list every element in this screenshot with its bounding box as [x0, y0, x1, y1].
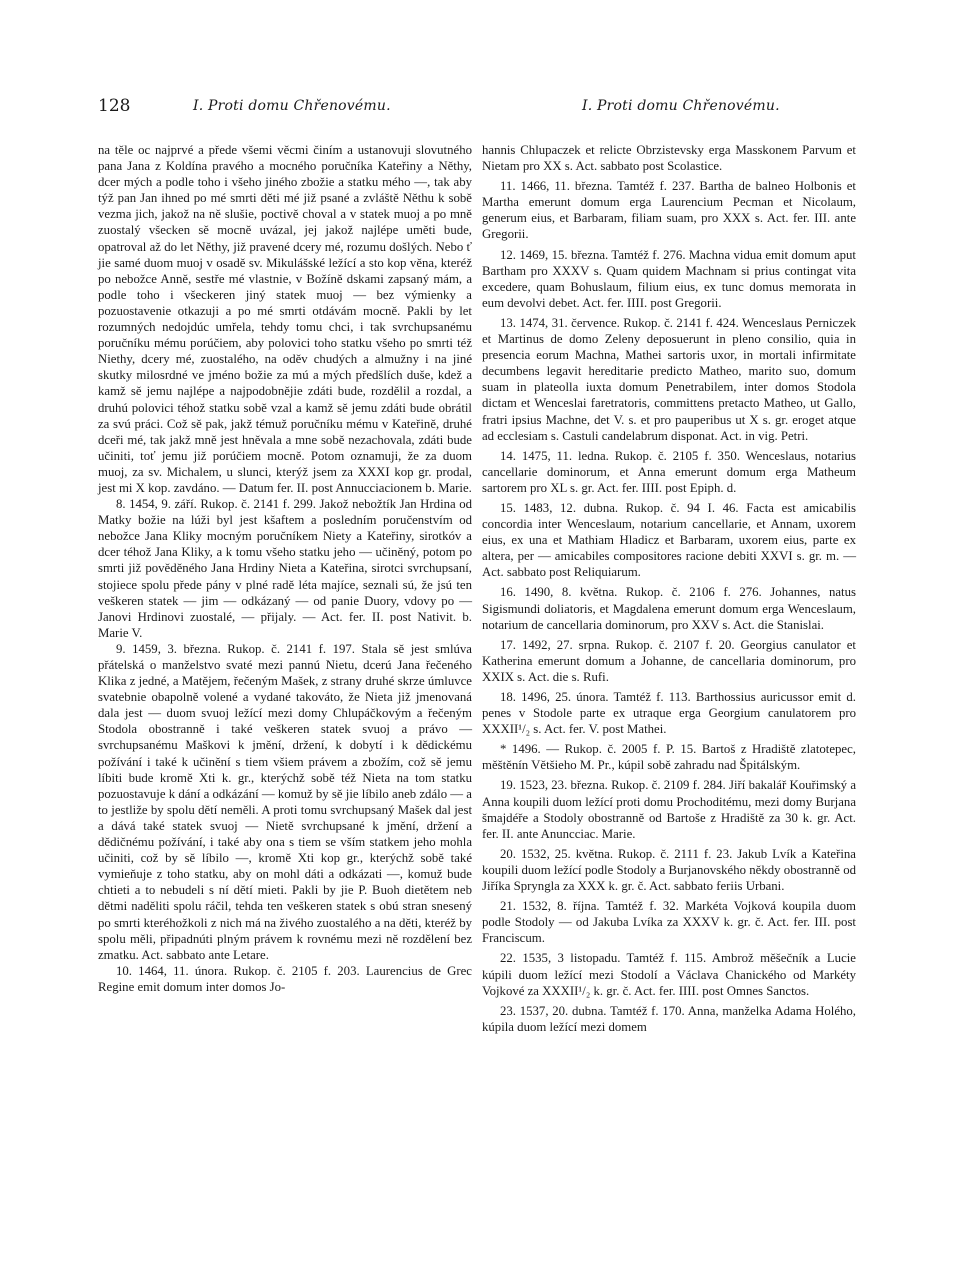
entry-paragraph: 23. 1537, 20. dubna. Tamtéž f. 170. Anna, manželka Adama Holého, kúpila duom ležící mezi domem [482, 1003, 856, 1034]
running-head-left: I. Proti domu Chřenovému. [193, 98, 391, 114]
entry-paragraph: 16. 1490, 8. května. Rukop. č. 2106 f. 276. Johannes, natus Sigismundi doliatoris, et Magdalena emerunt domum erga Wenceslaum, notarium de cancellaria dominorum, pro XXV s. Act. die Stanislai. [482, 585, 856, 632]
running-head-right: I. Proti domu Chřenovému. [582, 98, 780, 114]
page-number: 128 [98, 96, 131, 116]
entry-paragraph: 13. 1474, 31. července. Rukop. č. 2141 f. 424. Wenceslaus Perniczek et Martinus de domo Zeleny deposuerunt in pleno consilio, quia in presencia eorum Machna, Mathei sartoris uxor, in mortali infirmitate decumbens legavit hereditarie predicto Matheo, marito suo, domum suam in plateolla iuxta domum Penetrabilem, inter domos Stodola dictam et Wenceslai faretratoris, committens pretacto Matheo, ut Gallo, fratri ipsius Machne, det V. s. et pro pauperibus ut X s. gr. eroget atque ad ecclesiam s. Castuli candelabrum disponat. Act. in vig. Petri. [482, 315, 856, 443]
entry-paragraph: 15. 1483, 12. dubna. Rukop. č. 94 I. 46. Facta est amicabilis concordia inter Wenceslaum, notarium cancellarie, et Annam, uxorem eius, ex una et Mathiam Hladicz et Barbaram, uxorem eius, parte ex altera, per — amicabiles compositores racione debiti XXVI s. gr. m. — Act. sabbato post Reliquiarum. [482, 500, 856, 580]
text-paragraph: hannis Chlupaczek et relicte Obrzistevsky erga Masskonem Parvum et Nietam pro XX s. Act. sabbato post Scolastice. [482, 143, 856, 174]
right-column [482, 142, 856, 1035]
entry-paragraph: 9. 1459, 3. března. Rukop. č. 2141 f. 197. Stala sě jest smlúva přátelská o manželstvo svaté mezi pannú Nietu, dcerú Jana řečeného Klika z jedné, a Matějem, řečeným Mašek, z strany druhé skrze úmluvce svatebnie obapolně volené a vydané takováto, že Nieta již jmenovaná dala jest — duom svuoj ležící mezi domy Chlupáčkovým a řečeným Stodola obostranně i také veškeren statek svuoj a právo — svrchupsanému Maškovi k jmění, držení, k dobytí i k dědickému požívání i také k učinění s tiem všiem právem a zbožím, což sě jemu líbiti bude kromě Xti k. gr., kterýchž sobě též Nieta na tom statku pozuostavuje k dání a odkázání — komuž by sě jie líbilo aneb zdálo — a to jestliže by spolu dětí neměli. A proti tomu svrchupsaný Mašek dal jest a dává také statek svuoj — Nietě svrchupsané k jmění, držení a dědičnému požívání, i také aby ona s tiem se vším statkem jeho mohla učiniti, což by sě líbilo —, kromě Xti kop gr., kterýchž sobě také vymieňuje z toho statku, aby on mohl dáti a odkázati —, komuž bude chtieti a to nebudeli s ní dětí mieti. Pakli by jie P. Buoh dietětem neb dětmi naděliti spolu ráčil, tehda ten veškeren statek s obú stran snesený po smrti kteréhožkoli z nich má na živého zuostalého a na děti, kteréž by spolu měli, připadnúti plným právem k rovnému mezi ně rozdělení bez zmatku. Act. sabbato ante Letare. [98, 641, 472, 962]
entry-paragraph: 12. 1469, 15. března. Tamtéž f. 276. Machna vidua emit domum aput Bartham pro XXXV s. Quam quidem Machnam si prius contingat vita excedere, quam Bohuslaum, filium eius, ex tunc domus memorata in eum devolvi debet. Act. fer. IIII. post Gregorii. [482, 247, 856, 310]
entry-paragraph: 18. 1496, 25. února. Tamtéž f. 113. Barthossius auricussor emit d. penes v Stodole parte ex utraque erga Georgium canulatorem pro XXXII¹/₂ s. Act. fer. V. post Mathei. [482, 690, 856, 737]
text-paragraph: na těle oc najprvé a přede všemi věcmi činím a ustanovuji slovutného pana Jana z Koldína pravého a mocného poručníka Kateřiny a Něthy, dcer mých a podle toho i všeho jiného zbožie a statku mého —, tak aby týž pan Jan ihned po mé smrti děti mé již psané a zvláště Něthu k sobě vezma jich, jakož na ně slušie, poctivě choval a v statek muoj a po mně zuostalý všecken sě mocně uvázal, jej jakož najlépe uměti bude, opatroval až do let Něthy, již pravené dcery mé, rozumu došlých. Nebo ť jie samé duom muoj v osadě sv. Mikulášské ležící a sto kop věna, kteréž po nebožce Anně, sestře mé vlastnie, v Božíně dskami zapsaný mám, a podle toho i všeckeren jiný statek muoj — bez výmienky a pozuostavenie otkazuji a po mé smrti otdávám mocně. Pakli by let rozumných nedojdúc umřela, tehdy tomu chci, i tak svrchupsanému poručníku mému porúčiem, aby polovici toho statku všeho po smrti též Niethy, dcery mé, zuostalého, na oděv chudých a almužny i na jiné skutky milosrdné ve jméno božie za mú a mých předšlích duše, kdež a kamž sě jemu najlépe a najpodobnějie zdáti bude, rozdělil a rozdal, a druhú polovici téhož statku sobě vzal a kamž sě jemu zdáti bude obrátil za svú práci. Což sě pak, jakž témuž poručníku mému v Kateřině, druhé dceři mé, tak jakž mně jest hněvala a mne sobě nezachovala, zdáti bude učiniti, toť jemu již porúčiem mocně. Potom oznamuji, že za duom muoj, za sv. Michalem, u slunci, kterýž jsem za XXXI kop gr. prodal, jest mi X kop. zavdáno. — Datum fer. II. post Annucciacionem b. Marie. [98, 143, 472, 495]
entry-paragraph: * 1496. — Rukop. č. 2005 f. P. 15. Bartoš z Hradiště zlatotepec, měštěnín Většieho M. Pr., kúpil sobě zahradu nad Špitálským. [482, 742, 856, 773]
entry-paragraph: 19. 1523, 23. března. Rukop. č. 2109 f. 284. Jiří bakalář Kouřimský a Anna koupili duom ležící proti domu Prochoditému, mezi domy Burjana šmajdéře a Stodoly obostranně od Bartoše z Hradiště za 30 k. gr. Act. fer. II. ante Anuncciac. Marie. [482, 778, 856, 841]
entry-paragraph: 14. 1475, 11. ledna. Rukop. č. 2105 f. 350. Wenceslaus, notarius cancellarie dominorum, et Anna emerunt domum erga Matheum sartorem pro XL s. gr. Act. fer. IIII. post Epiph. d. [482, 448, 856, 495]
left-column [98, 142, 472, 995]
entry-paragraph: 17. 1492, 27. srpna. Rukop. č. 2107 f. 20. Georgius canulator et Katherina emerunt domum a Johanne, de cancellaria dominorum, pro XXIX s. Act. die s. Rufi. [482, 637, 856, 684]
entry-paragraph: 20. 1532, 25. května. Rukop. č. 2111 f. 23. Jakub Lvík a Kateřina koupili duom ležící podle Stodoly a Burjanovského někdy obostranně od Jiříka Spryngla za XXX k. gr. č. Act. sabbato feriis Urbani. [482, 846, 856, 894]
entry-paragraph: 8. 1454, 9. září. Rukop. č. 2141 f. 299. Jakož nebožtík Jan Hrdina od Matky božie na lúži byl jest kšaftem a posledním poručenstvím od nebožce Jana Kliky mocným poručníkem Niety a Kateřiny, sirotkóv a dcer téhož Jana Kliky, a k tomu všeho statku jeho — učiněný, potom po smrti již pověděného Jana Hrdiny Nieta a Kateřina, sirotci svrchupsaní, stojiece spolu přede pány v plné radě léta majíce, seznali sú, že jsú ten veškeren statek — jim — odkázaný — od panie Duory, vdovy po — Janovi Hrdinovi zuostalé, — přijaly. — Act. fer. II. post Nativit. b. Marie V. [98, 497, 472, 640]
entry-paragraph: 10. 1464, 11. února. Rukop. č. 2105 f. 203. Laurencius de Grec Regine emit domum inter domos Jo- [98, 963, 472, 994]
entry-paragraph: 21. 1532, 8. října. Tamtéž f. 32. Markéta Vojková koupila duom podle Stodoly — od Jakuba Lvíka za XXXV k. gr. č. Act. fer. III. post Franciscum. [482, 899, 856, 946]
entry-paragraph: 11. 1466, 11. března. Tamtéž f. 237. Bartha de balneo Holbonis et Martha emerunt domum erga Laurencium Pecman et Nicolaum, generum eius, et Barbaram, filiam suam, pro XXX s. Act. fer. III. ante Gregorii. [482, 179, 856, 242]
page-header [0, 96, 960, 120]
entry-paragraph: 22. 1535, 3 listopadu. Tamtéž f. 115. Ambrož měšečník a Lucie kúpili duom ležící mezi Stodolí a Václava Chanického od Markéty Vojkové za XXXII¹/₂ k. gr. č. Act. fer. IIII. post Omnes Sanctos. [482, 951, 856, 998]
